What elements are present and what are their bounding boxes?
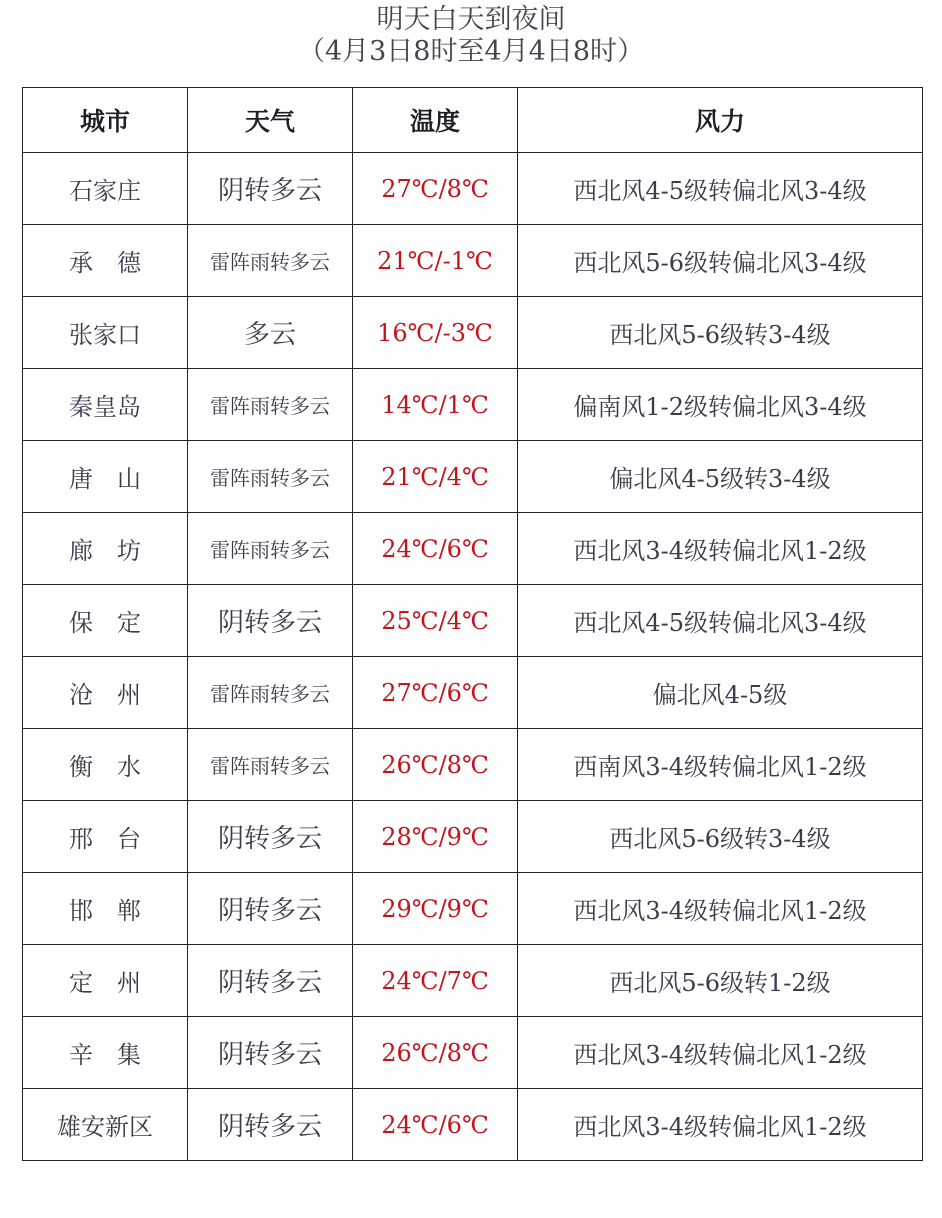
wind-cell: 偏北风4-5级	[518, 657, 923, 729]
wind-cell: 西北风3-4级转偏北风1-2级	[518, 513, 923, 585]
wind-cell: 西北风4-5级转偏北风3-4级	[518, 153, 923, 225]
table-row	[23, 225, 923, 297]
city-cell: 石家庄	[23, 153, 188, 225]
weather-cell: 阴转多云	[188, 1017, 353, 1089]
table-row	[23, 873, 923, 945]
city-cell: 秦皇岛	[23, 369, 188, 441]
city-cell: 保定	[23, 585, 188, 657]
temperature-cell: 24℃/6℃	[353, 513, 518, 585]
wind-cell: 西北风5-6级转3-4级	[518, 801, 923, 873]
temperature-cell: 16℃/-3℃	[353, 297, 518, 369]
weather-cell: 雷阵雨转多云	[188, 657, 353, 729]
wind-cell: 西北风3-4级转偏北风1-2级	[518, 1017, 923, 1089]
city-cell: 唐山	[23, 441, 188, 513]
table-row	[23, 801, 923, 873]
wind-cell: 西北风4-5级转偏北风3-4级	[518, 585, 923, 657]
weather-cell: 雷阵雨转多云	[188, 729, 353, 801]
temperature-cell: 29℃/9℃	[353, 873, 518, 945]
city-cell: 辛集	[23, 1017, 188, 1089]
temperature-cell: 27℃/6℃	[353, 657, 518, 729]
wind-cell: 偏北风4-5级转3-4级	[518, 441, 923, 513]
weather-cell: 阴转多云	[188, 801, 353, 873]
city-cell: 张家口	[23, 297, 188, 369]
weather-cell: 阴转多云	[188, 945, 353, 1017]
wind-cell: 西北风5-6级转3-4级	[518, 297, 923, 369]
city-cell: 衡水	[23, 729, 188, 801]
weather-cell: 多云	[188, 297, 353, 369]
city-cell: 廊坊	[23, 513, 188, 585]
table-row	[23, 585, 923, 657]
header-wind: 风力	[518, 88, 923, 153]
temperature-cell: 28℃/9℃	[353, 801, 518, 873]
city-cell: 承德	[23, 225, 188, 297]
page-title: 明天白天到夜间	[376, 4, 566, 35]
weather-cell: 雷阵雨转多云	[188, 513, 353, 585]
temperature-cell: 14℃/1℃	[353, 369, 518, 441]
table-row	[23, 729, 923, 801]
weather-cell: 雷阵雨转多云	[188, 369, 353, 441]
temperature-cell: 24℃/6℃	[353, 1089, 518, 1161]
header-temperature: 温度	[353, 88, 518, 153]
page-subtitle: （4月3日8时至4月4日8时）	[297, 36, 645, 67]
table-row	[23, 297, 923, 369]
forecast-table	[22, 87, 923, 1161]
header-city: 城市	[23, 88, 188, 153]
wind-cell: 西北风3-4级转偏北风1-2级	[518, 1089, 923, 1161]
weather-cell: 雷阵雨转多云	[188, 441, 353, 513]
weather-cell: 阴转多云	[188, 585, 353, 657]
temperature-cell: 25℃/4℃	[353, 585, 518, 657]
weather-cell: 雷阵雨转多云	[188, 225, 353, 297]
temperature-cell: 24℃/7℃	[353, 945, 518, 1017]
city-cell: 沧州	[23, 657, 188, 729]
table-header-row	[23, 88, 923, 153]
weather-cell: 阴转多云	[188, 1089, 353, 1161]
header-weather: 天气	[188, 88, 353, 153]
table-row	[23, 441, 923, 513]
table-row	[23, 657, 923, 729]
temperature-cell: 27℃/8℃	[353, 153, 518, 225]
city-cell: 邢台	[23, 801, 188, 873]
table-row	[23, 1089, 923, 1161]
city-cell: 定州	[23, 945, 188, 1017]
table-row	[23, 1017, 923, 1089]
temperature-cell: 21℃/4℃	[353, 441, 518, 513]
table-row	[23, 513, 923, 585]
temperature-cell: 21℃/-1℃	[353, 225, 518, 297]
wind-cell: 西北风3-4级转偏北风1-2级	[518, 873, 923, 945]
city-cell: 雄安新区	[23, 1089, 188, 1161]
table-row	[23, 945, 923, 1017]
wind-cell: 西北风5-6级转偏北风3-4级	[518, 225, 923, 297]
wind-cell: 偏南风1-2级转偏北风3-4级	[518, 369, 923, 441]
weather-cell: 阴转多云	[188, 873, 353, 945]
weather-cell: 阴转多云	[188, 153, 353, 225]
wind-cell: 西南风3-4级转偏北风1-2级	[518, 729, 923, 801]
city-cell: 邯郸	[23, 873, 188, 945]
wind-cell: 西北风5-6级转1-2级	[518, 945, 923, 1017]
temperature-cell: 26℃/8℃	[353, 729, 518, 801]
temperature-cell: 26℃/8℃	[353, 1017, 518, 1089]
table-row	[23, 369, 923, 441]
table-row	[23, 153, 923, 225]
